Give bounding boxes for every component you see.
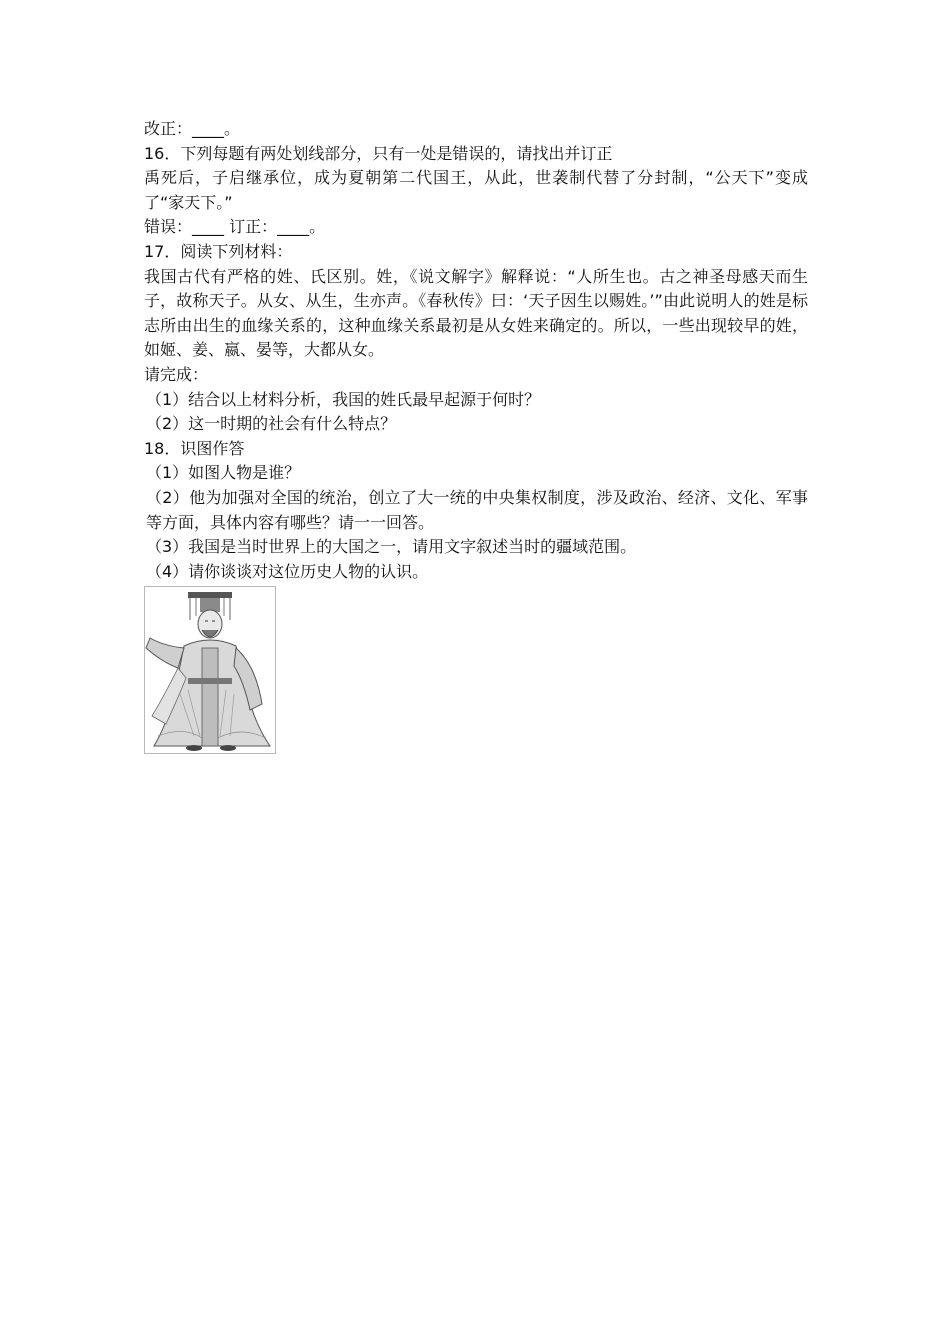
q18-item-3: （3）我国是当时世界上的大国之一，请用文字叙述当时的疆域范围。 <box>146 537 637 557</box>
q17-prompt: 请完成： <box>144 364 209 384</box>
q15-correction-line: 改正：____。 <box>144 119 241 138</box>
q18-item-2: （2）他为加强对全国的统治，创立了大一统的中央集权制度，涉及政治、经济、文化、军事等方面，具体内容有哪些？请一一回答。 <box>146 487 808 532</box>
q18-heading: 18．识图作答 <box>144 438 245 458</box>
emperor-portrait-illustration-icon <box>144 586 276 754</box>
q16-body: 禹死后，子启继承位，成为夏朝第二代国王，从此，世袭制代替了分封制，“公天下”变成了“家天下。” <box>144 168 808 212</box>
document-page <box>144 117 808 754</box>
emperor-portrait-figure <box>144 586 276 754</box>
q17-heading: 17．阅读下列材料： <box>144 241 293 261</box>
q18-item-1: （1）如图人物是谁？ <box>146 463 301 483</box>
q18-item-4: （4）请你谈谈对这位历史人物的认识。 <box>146 561 429 581</box>
q16-answer-line: 错误：____ 订正：____。 <box>144 217 326 237</box>
q16-heading: 16．下列每题有两处划线部分，只有一处是错误的，请找出并订正 <box>144 143 613 163</box>
q17-item-1: （1）结合以上材料分析，我国的姓氏最早起源于何时？ <box>146 389 541 409</box>
q17-material: 我国古代有严格的姓、氏区别。姓，《说文解字》解释说：“人所生也。古之神圣母感天而生子，故称天子。从女、从生，生亦声。《春秋传》曰：‘天子因生以赐姓。’”由此说明人的姓是标志所由出生的血缘关系的，这种血缘关系最初是从女姓来确定的。所以，一些出现较早的姓，如姬、姜、嬴、晏等，大都从女。 <box>144 266 808 360</box>
q17-item-2: （2）这一时期的社会有什么特点？ <box>146 414 397 434</box>
